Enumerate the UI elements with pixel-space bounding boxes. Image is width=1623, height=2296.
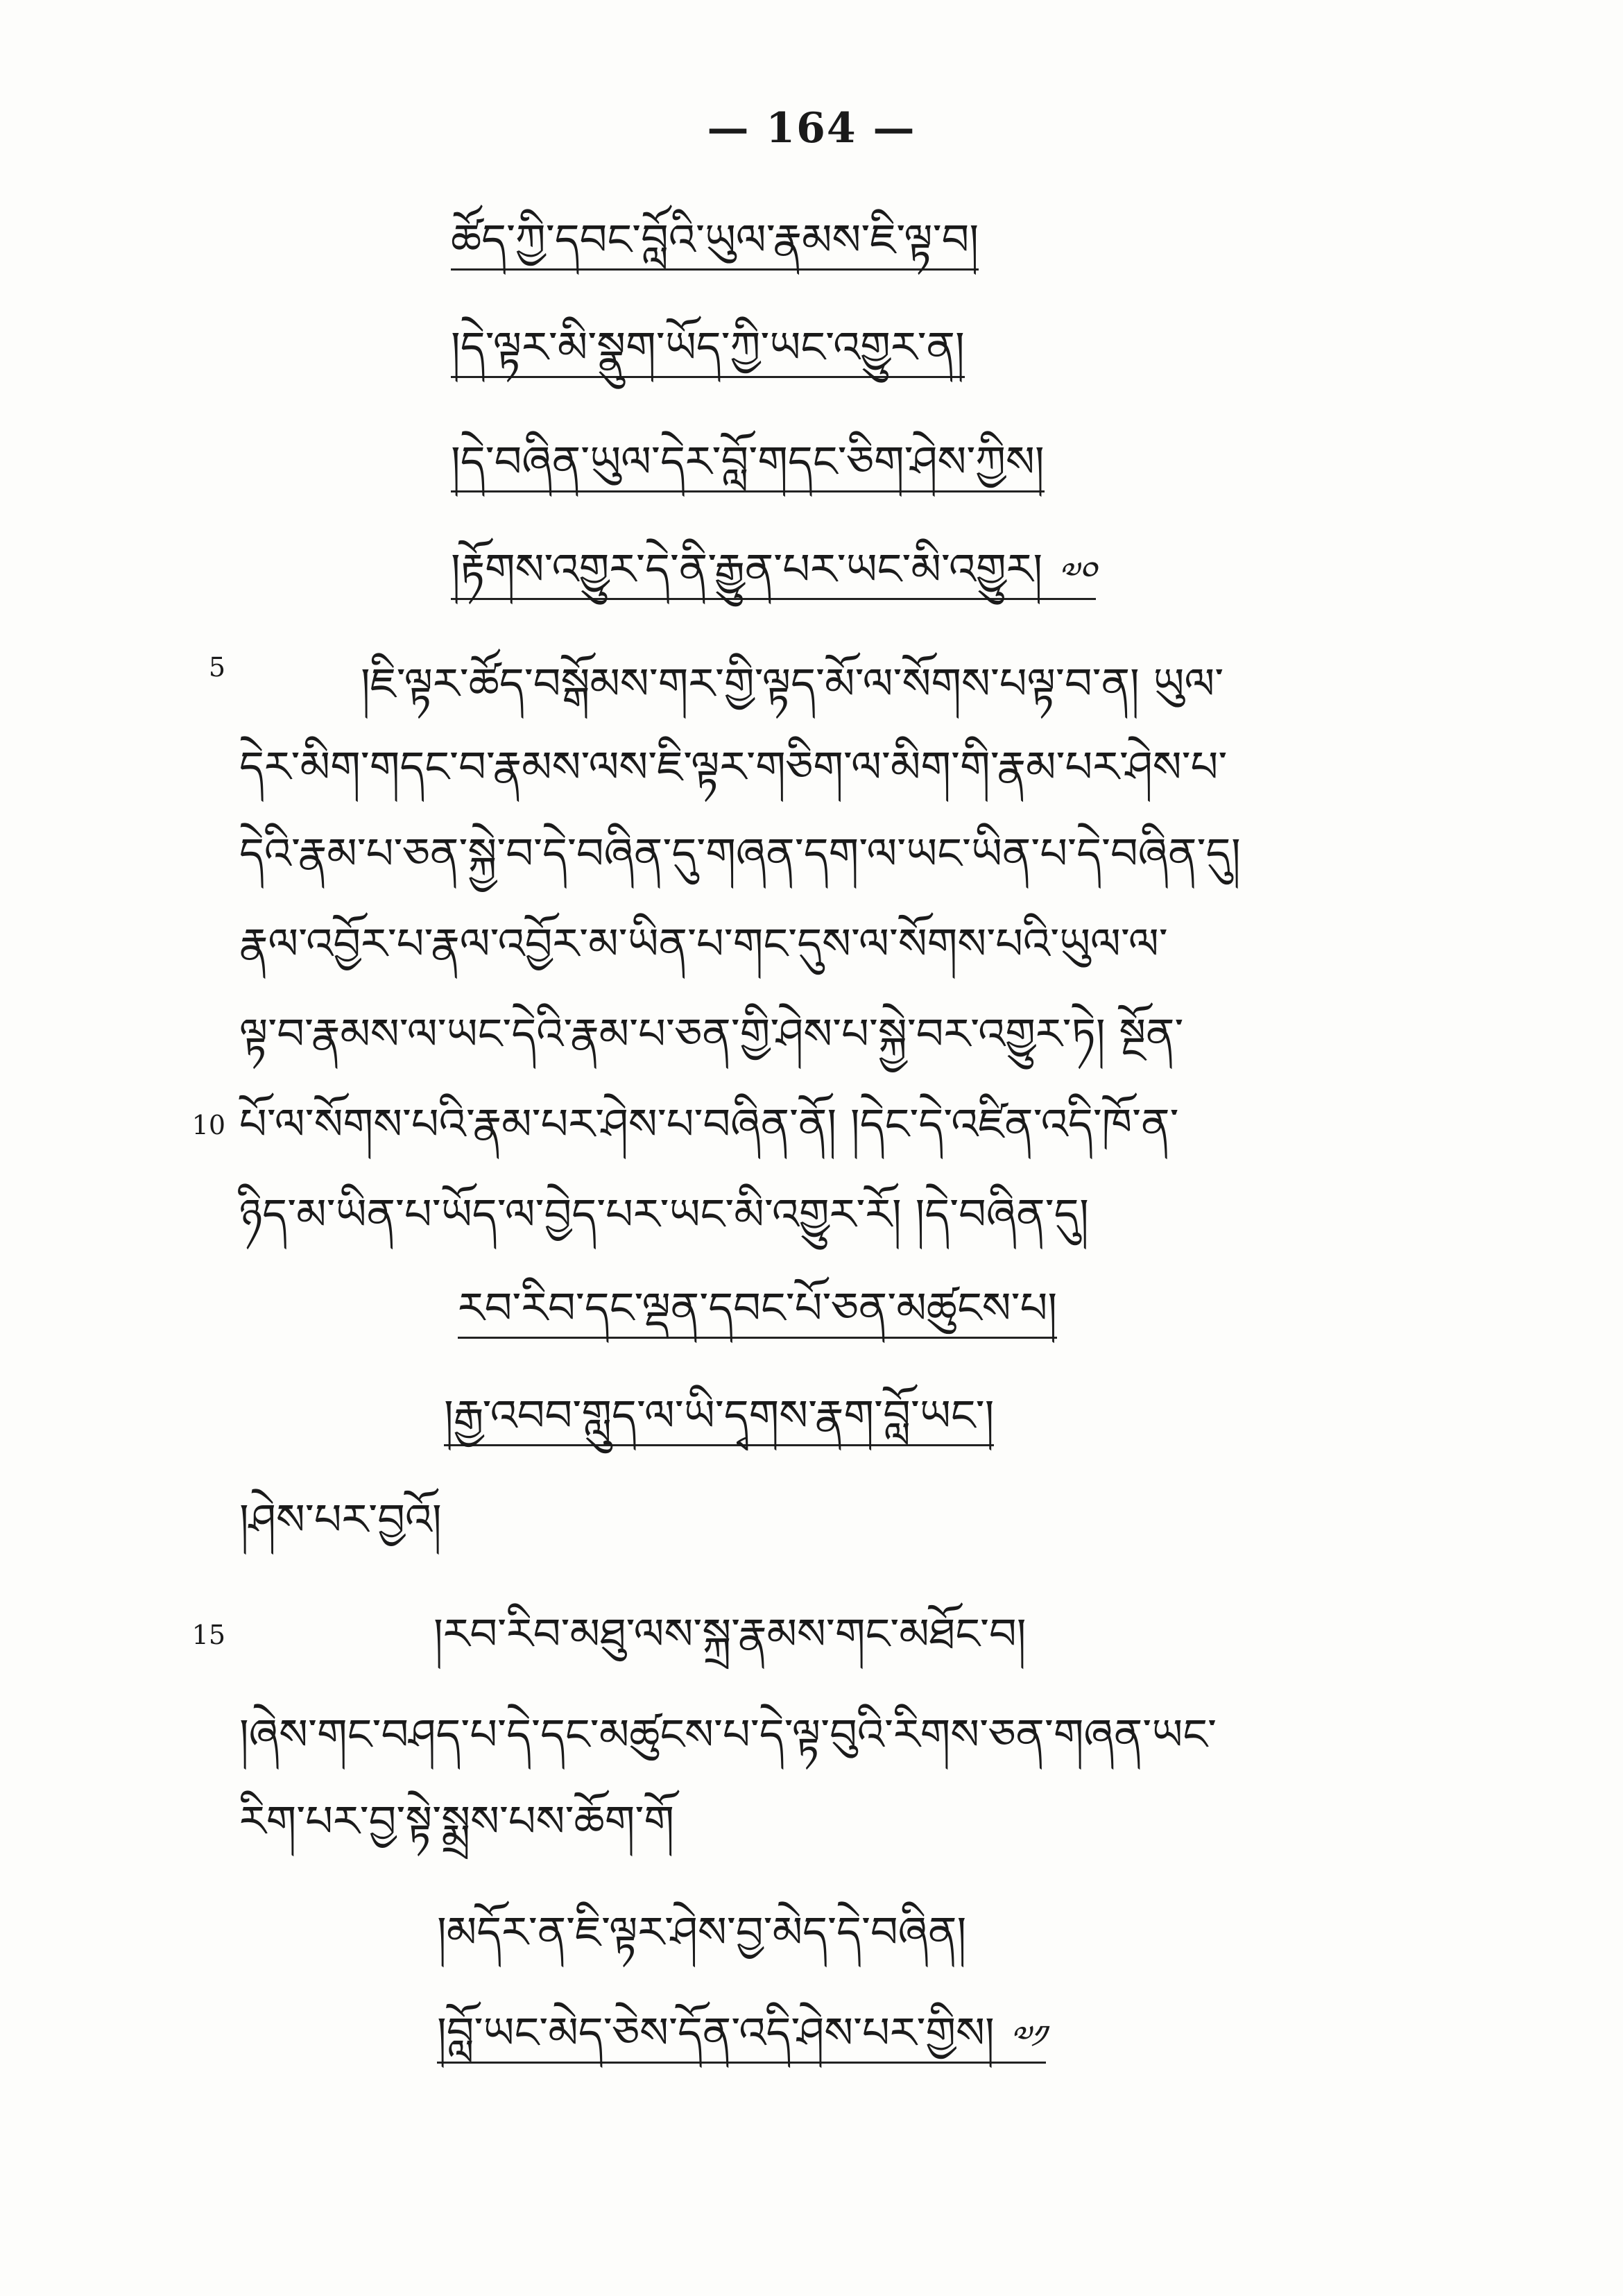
short-line: །ཤེས་པར་བྱའོ། <box>239 1494 442 1545</box>
verse-text: །རྟོགས་འགྱུར་དེ་ནི་རྒྱུན་པར་ཡང་མི་འགྱུར། <box>451 544 1043 594</box>
verse-number: ༧༡ <box>1009 2018 1046 2055</box>
prose-line: དེར་མིག་གདང་བ་རྣམས་ལས་ཇི་ལྟར་གཅིག་ལ་མིག་གི་རྣམ་པར་ཤེས་པ་ <box>239 742 1228 792</box>
verse-line: །རྒྱ་འབབ་གླུད་ལ་ཡི་དྭགས་རྣག་བློ་ཡང་། <box>444 1394 994 1446</box>
prose-line: ཉིད་མ་ཡིན་པ་ཡོད་ལ་བྱེད་པར་ཡང་མི་འགྱུར་རོ། །དེ་བཞིན་དུ། <box>239 1189 1089 1240</box>
prose-line: རིག་པར་བྱ་སྟེ་སྨྲས་པས་ཆོག་གོ <box>239 1796 675 1847</box>
verse-number: ༧༠ <box>1058 554 1096 592</box>
verse-text: །བློ་ཡང་མེད་ཅེས་དོན་འདི་ཤེས་པར་གྱིས། <box>437 2007 995 2058</box>
verse-line-numbered <box>437 2007 1046 2064</box>
prose-line: །ཇི་ལྟར་ཚོད་བསྒོམས་གར་གྱི་ལྟད་མོ་ལ་སོགས་པལྟ་བ་ན། ཡུལ་ <box>361 658 1224 709</box>
line-number: 15 <box>191 1620 225 1650</box>
verse-line: ཚོད་ཀྱི་དབང་བློའི་ཡུལ་རྣམས་ཇི་ལྟ་བ། <box>451 219 979 271</box>
page-number: — 164 — <box>707 104 916 153</box>
verse-line: །རབ་རིབ་མཐུ་ལས་སྐྲ་རྣམས་གང་མཐོང་བ། <box>433 1609 1027 1659</box>
verse-line-numbered <box>451 544 1096 600</box>
prose-line: པོ་ལ་སོགས་པའི་རྣམ་པར་ཤེས་པ་བཞིན་ནོ། །དེང་དེ་འཛིན་འདི་ཁོ་ན་ <box>239 1099 1179 1149</box>
prose-line: དེའི་རྣམ་པ་ཅན་སྐྱེ་བ་དེ་བཞིན་དུ་གཞན་དག་ལ་ཡང་ཡིན་པ་དེ་བཞིན་དུ། <box>239 828 1241 879</box>
verse-line: རབ་རིབ་དང་ལྡན་དབང་པོ་ཅན་མཚུངས་པ། <box>458 1287 1057 1339</box>
prose-line: །ཞེས་གང་བཤད་པ་དེ་དང་མཚུངས་པ་དེ་ལྟ་བུའི་རིགས་ཅན་གཞན་ཡང་ <box>239 1709 1217 1760</box>
verse-line: །མདོར་ན་ཇི་ལྟར་ཤེས་བྱ་མེད་དེ་བཞིན། <box>437 1907 967 1957</box>
line-number: 5 <box>208 652 225 683</box>
line-number: 10 <box>191 1110 225 1140</box>
prose-line: ལྟ་བ་རྣམས་ལ་ཡང་དེའི་རྣམ་པ་ཅན་གྱི་ཤེས་པ་སྐྱེ་བར་འགྱུར་ཏེ། སྔོན་ <box>239 1009 1184 1059</box>
prose-line: རྣལ་འབྱོར་པ་རྣལ་འབྱོར་མ་ཡིན་པ་གང་དུས་ལ་སོགས་པའི་ཡུལ་ལ་ <box>239 918 1168 969</box>
verse-line: །དེ་ལྟར་མི་སྣུག་ཡོད་ཀྱི་ཡང་འགྱུར་ན། <box>451 326 965 378</box>
verse-line: །དེ་བཞིན་ཡུལ་དེར་བློ་གདང་ཅིག་ཤེས་ཀྱིས། <box>451 440 1045 492</box>
